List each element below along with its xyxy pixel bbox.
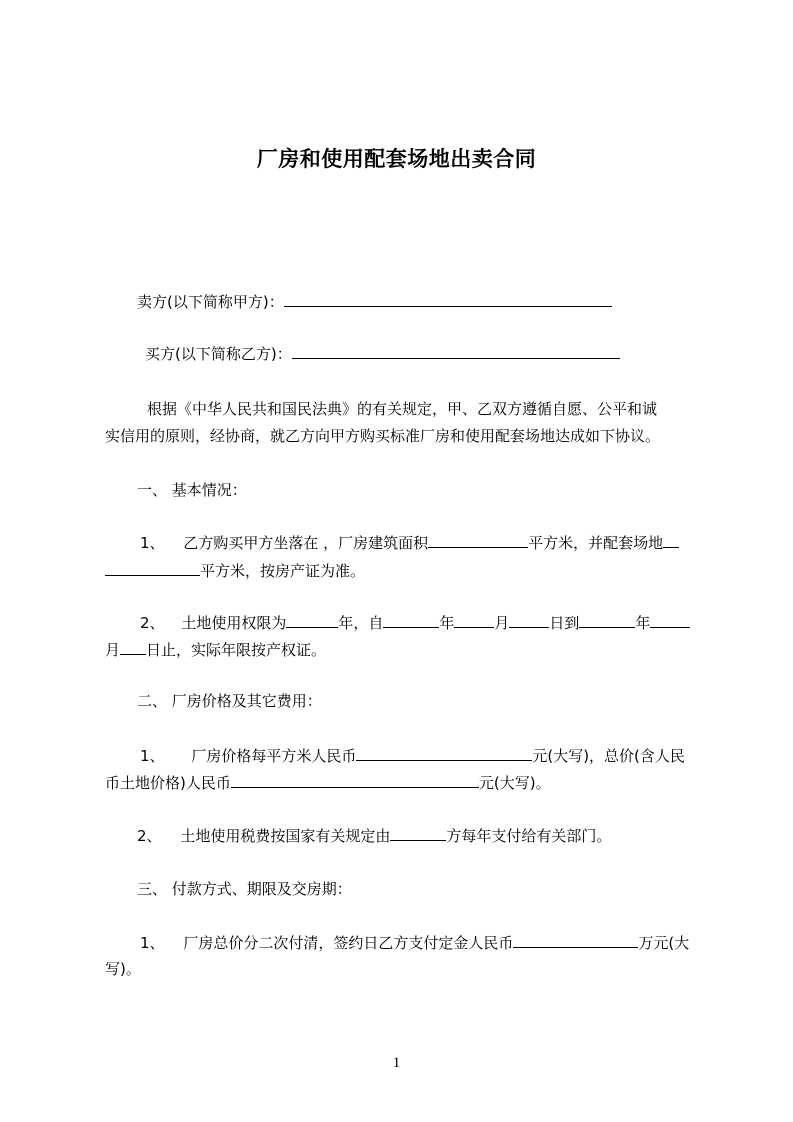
s1-item2-line1: [140, 612, 690, 633]
seller-line: [137, 291, 612, 312]
s3-item1-line2: 写)。: [105, 960, 141, 978]
s2-item1-text-b: 元(大写)，总价(含人民: [532, 747, 685, 765]
buyer-label: 买方(以下简称乙方)：: [145, 345, 292, 363]
start-day-blank[interactable]: [509, 612, 549, 628]
start-month-blank[interactable]: [454, 612, 494, 628]
seller-blank[interactable]: [284, 291, 612, 307]
s2-item1-text-d: 元(大写)。: [478, 774, 551, 792]
tax-payer-blank[interactable]: [390, 825, 446, 841]
s1-item1-text-c: 平方米，按房产证为准。: [200, 562, 366, 580]
s3-item1-number: 1、: [140, 934, 165, 952]
s1-item2-m2-label: 月: [105, 641, 121, 659]
seller-label: 卖方(以下简称甲方)：: [137, 293, 284, 311]
section-2-heading: 二、 厂房价格及其它费用：: [137, 692, 322, 710]
s1-item2-y2-label: 年: [439, 614, 455, 632]
unit-price-blank[interactable]: [356, 745, 532, 761]
s2-item1-number: 1、: [140, 747, 165, 765]
end-month-blank-start[interactable]: [650, 612, 690, 628]
s2-item2-text-a: 土地使用税费按国家有关规定由: [180, 827, 391, 845]
s2-item2-line: [137, 825, 611, 846]
buyer-line: [145, 343, 620, 364]
total-price-blank[interactable]: [231, 772, 479, 788]
intro-line-1: 根据《中华人民共和国民法典》的有关规定，甲、乙双方遵循自愿、公平和诚: [147, 400, 658, 418]
buyer-blank[interactable]: [292, 343, 620, 359]
section-1-heading: 一、 基本情况：: [137, 481, 247, 499]
s1-item1-text-b: 平方米，并配套场地: [528, 534, 664, 552]
s1-item2-end-text: 日止，实际年限按产权证。: [146, 641, 327, 659]
end-year-blank[interactable]: [579, 612, 635, 628]
s1-item2-number: 2、: [140, 614, 165, 632]
s1-item1-number: 1、: [140, 534, 165, 552]
s2-item1-line1: [140, 745, 685, 766]
s1-item2-year-label: 年，自: [338, 614, 384, 632]
section-3-heading: 三、 付款方式、期限及交房期：: [137, 880, 352, 898]
document-title: 厂房和使用配套场地出卖合同: [256, 147, 537, 171]
start-year-blank[interactable]: [383, 612, 439, 628]
end-day-blank[interactable]: [120, 639, 146, 655]
s1-item2-y3-label: 年: [635, 614, 651, 632]
s1-item1-text-a: 乙方购买甲方坐落在 ，厂房建筑面积: [183, 534, 429, 552]
s1-item2-d-label: 日到: [549, 614, 580, 632]
s3-item1-line1: [140, 932, 689, 953]
term-years-blank[interactable]: [286, 612, 338, 628]
site-area-blank[interactable]: [105, 560, 200, 576]
s3-item1-text-a: 厂房总价分二次付清，签约日乙方支付定金人民币: [183, 934, 514, 952]
s3-item1-text-b: 万元(大: [638, 934, 690, 952]
building-area-blank[interactable]: [428, 532, 528, 548]
site-area-blank-start[interactable]: [663, 532, 679, 548]
s1-item2-m-label: 月: [494, 614, 510, 632]
s2-item2-number: 2、: [137, 827, 162, 845]
s2-item2-text-b: 方每年支付给有关部门。: [446, 827, 612, 845]
s2-item1-text-c: 币土地价格)人民币: [105, 774, 231, 792]
s1-item1-line2: [105, 560, 365, 581]
s2-item1-line2: [105, 772, 551, 793]
page-number: 1: [392, 1055, 401, 1071]
s1-item2-line2: [105, 639, 326, 660]
s2-item1-text-a: 厂房价格每平方米人民币: [191, 747, 357, 765]
deposit-amount-blank[interactable]: [513, 932, 638, 948]
s1-item2-text-a: 土地使用权限为: [181, 614, 287, 632]
intro-line-2: 实信用的原则，经协商，就乙方向甲方购买标准厂房和使用配套场地达成如下协议。: [105, 427, 661, 445]
s1-item1-line1: [140, 532, 679, 553]
